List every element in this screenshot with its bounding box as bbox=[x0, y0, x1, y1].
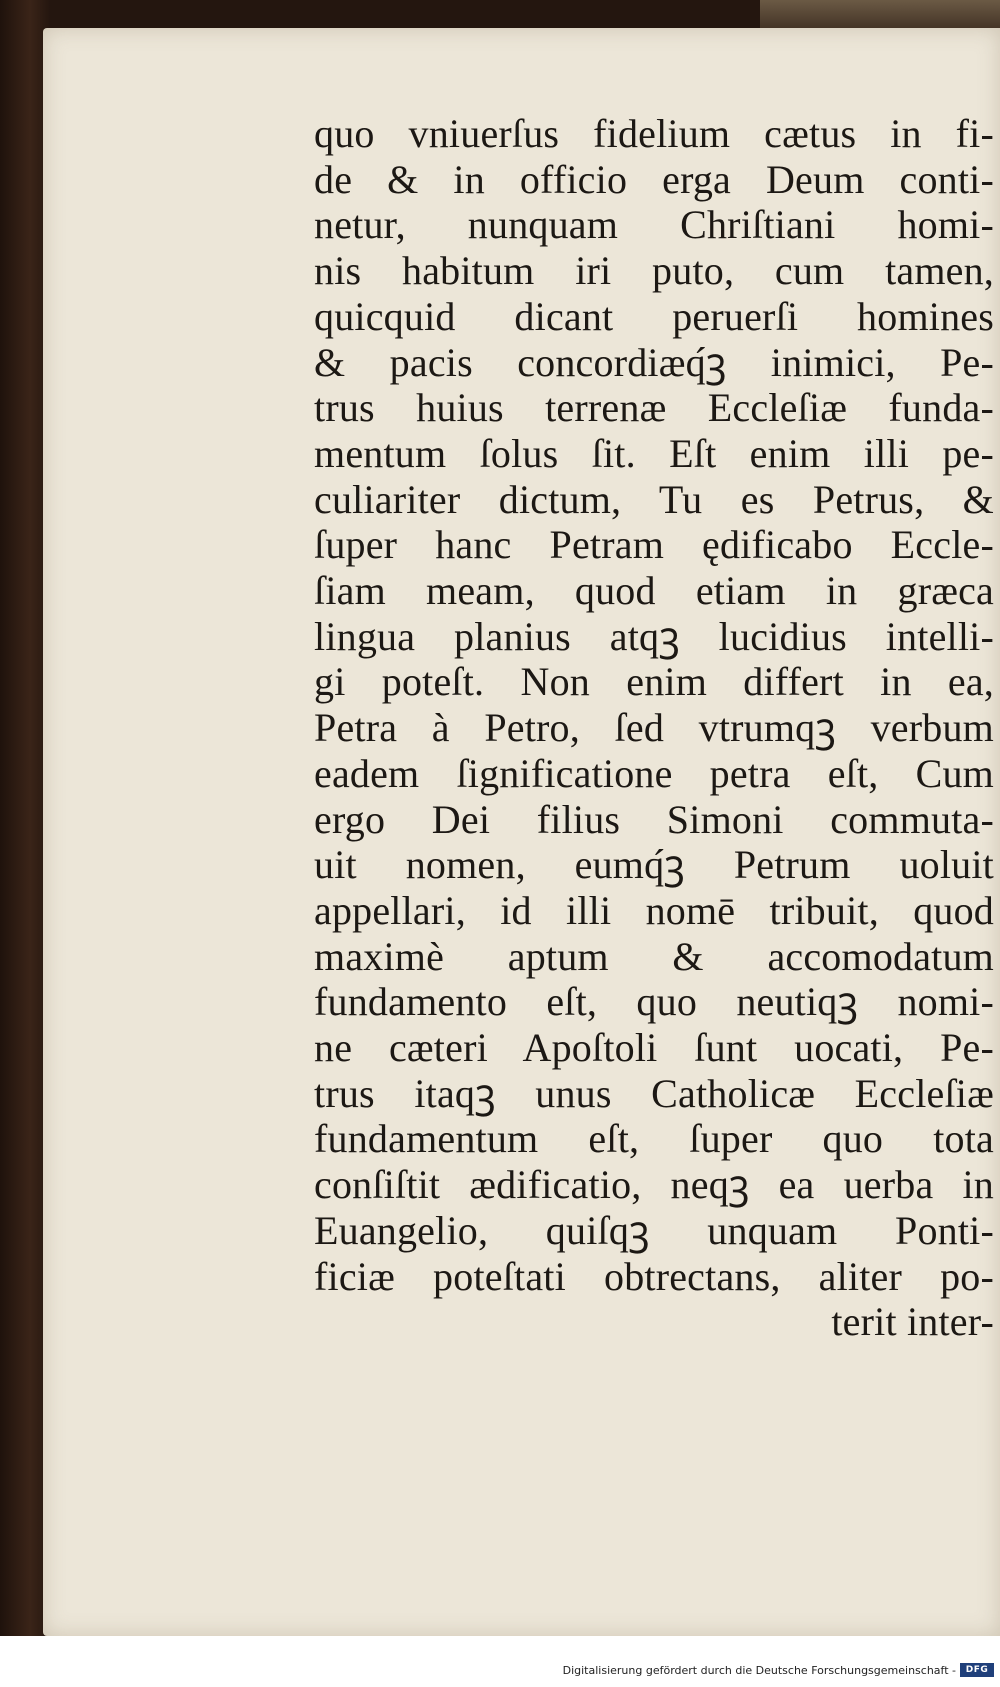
text-line: gi poteſt. Non enim differt in ea, bbox=[314, 659, 994, 705]
text-line: quicquid dicant peruerſi homines bbox=[314, 293, 994, 339]
page-text-block bbox=[314, 111, 1000, 1345]
text-line: ne cæteri Apoſtoli ſunt uocati, Pe- bbox=[314, 1025, 994, 1071]
text-line: eadem ſignificatione petra eſt, Cum bbox=[314, 750, 994, 796]
text-line: ſiam meam, quod etiam in græca bbox=[314, 568, 994, 614]
text-line: ergo Dei filius Simoni commuta- bbox=[314, 796, 994, 842]
dfg-logo: DFG bbox=[960, 1663, 994, 1677]
text-line: fundamento eſt, quo neutiqꝫ nomi- bbox=[314, 979, 994, 1025]
text-line: netur, nunquam Chriſtiani homi- bbox=[314, 202, 994, 248]
funding-credit: Digitalisierung gefördert durch die Deutsche Forschungsgemeinschaft - bbox=[562, 1664, 956, 1677]
text-line: appellari, id illi nomē tribuit, quod bbox=[314, 887, 994, 933]
text-line: ficiæ poteſtati obtrectans, aliter po- bbox=[314, 1253, 994, 1299]
text-line: fundamentum eſt, ſuper quo tota bbox=[314, 1116, 994, 1162]
text-line: ſuper hanc Petram ędificabo Eccle- bbox=[314, 522, 994, 568]
text-line: quo vniuerſus fidelium cætus in fi- bbox=[314, 111, 994, 156]
text-line: trus huius terrenæ Eccleſiæ funda- bbox=[314, 385, 994, 431]
catchword: terit inter- bbox=[831, 1299, 994, 1345]
text-line: trus itaqꝫ unus Catholicæ Eccleſiæ bbox=[314, 1070, 994, 1116]
text-line: Euangelio, quiſqꝫ unquam Ponti- bbox=[314, 1207, 994, 1253]
text-line: conſiſtit ædificatio, neqꝫ ea uerba in bbox=[314, 1162, 994, 1208]
book-page bbox=[43, 28, 1000, 1636]
text-line: uit nomen, eumq́ꝫ Petrum uoluit bbox=[314, 842, 994, 888]
text-line: nis habitum iri puto, cum tamen, bbox=[314, 248, 994, 294]
footer-bar bbox=[0, 1636, 1000, 1687]
text-line: de & in officio erga Deum conti- bbox=[314, 156, 994, 202]
text-line: lingua planius atqꝫ lucidius intelli- bbox=[314, 613, 994, 659]
text-line: mentum ſolus ſit. Eſt enim illi pe- bbox=[314, 430, 994, 476]
text-line: Petra à Petro, ſed vtrumqꝫ verbum bbox=[314, 705, 994, 751]
text-line: culiariter dictum, Tu es Petrus, & bbox=[314, 476, 994, 522]
text-line: & pacis concordiæq́ꝫ inimici, Pe- bbox=[314, 339, 994, 385]
text-line: maximè aptum & accomodatum bbox=[314, 933, 994, 979]
